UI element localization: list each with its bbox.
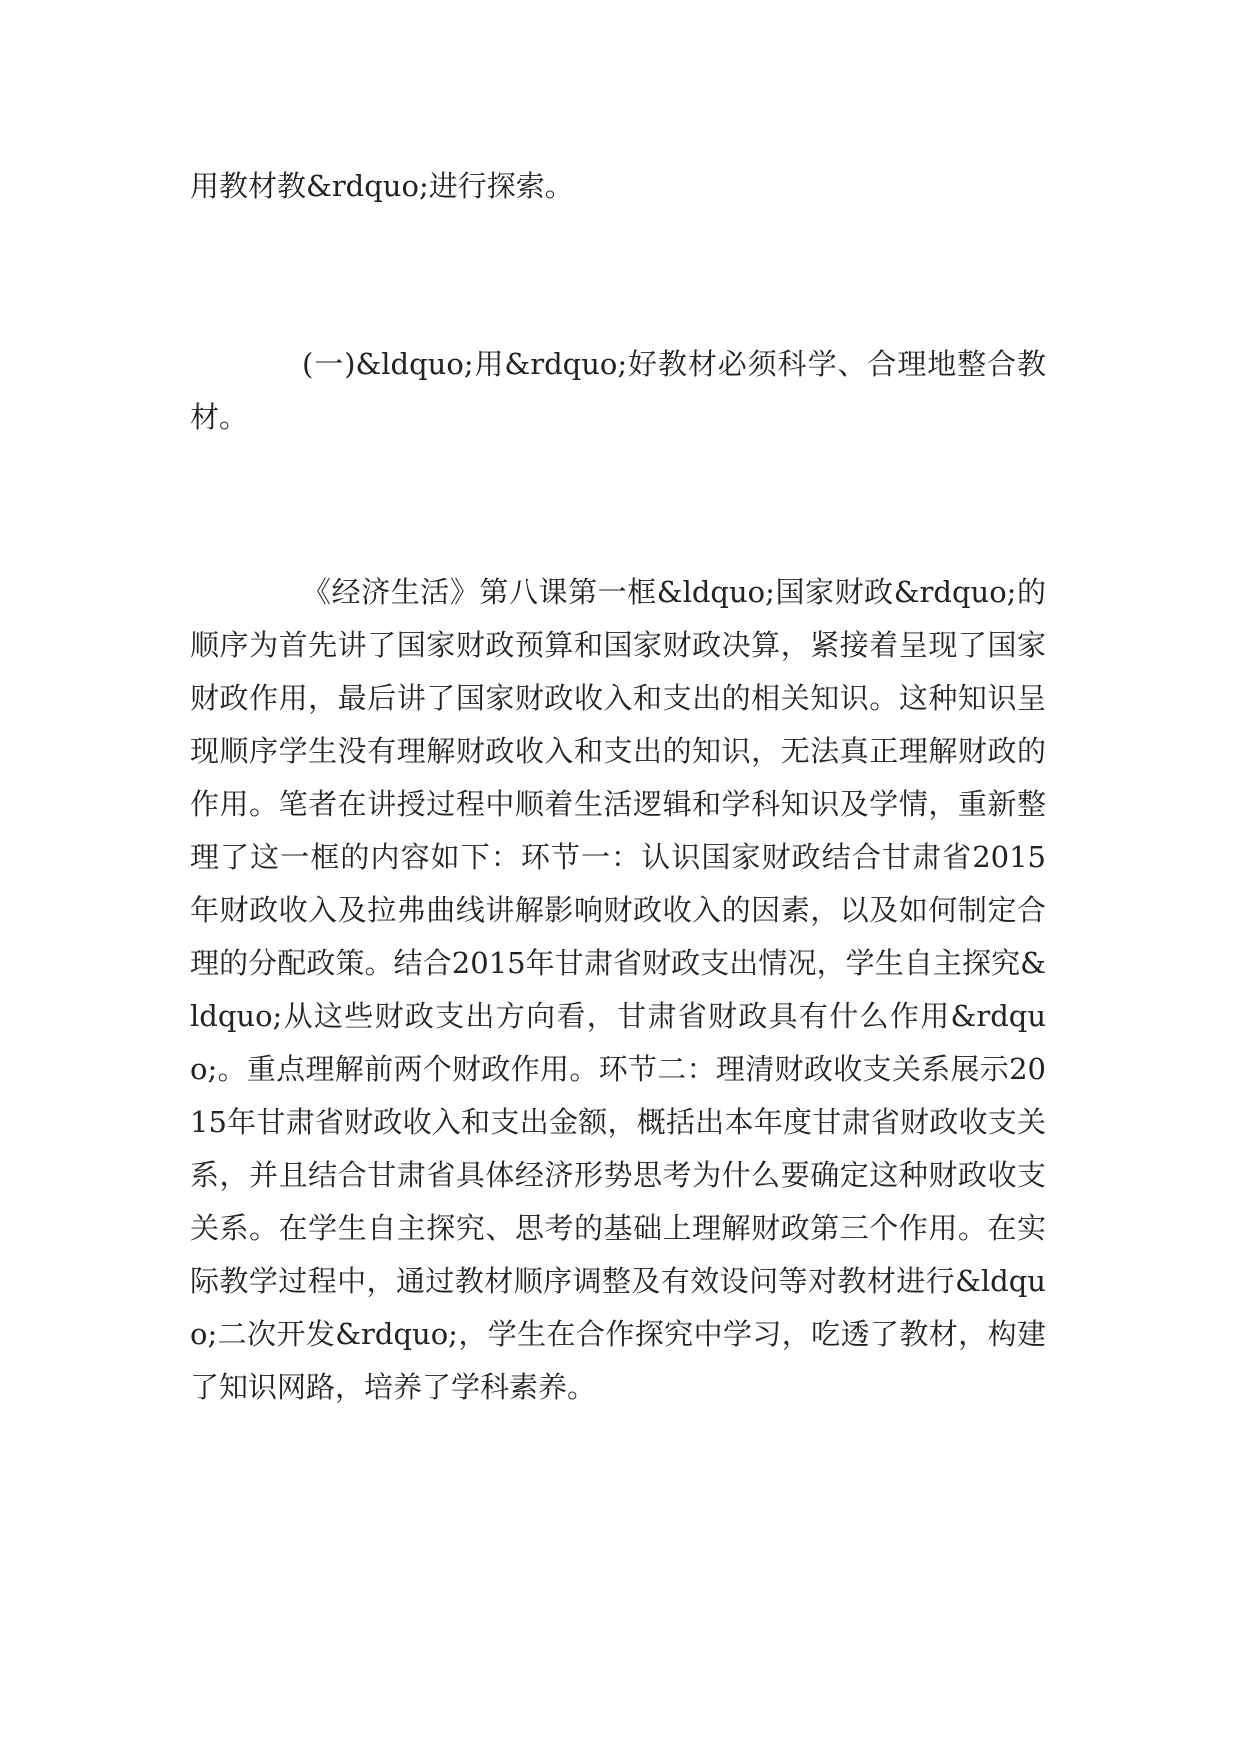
section-heading: (一)&ldquo;用&rdquo;好教材必须科学、合理地整合教材。 — [190, 347, 1046, 434]
paragraph-continuation: 用教材教&rdquo;进行探索。 — [190, 169, 574, 203]
body-paragraph: 《经济生活》第八课第一框&ldquo;国家财政&rdquo;的顺序为首先讲了国家财政预算和国家财政决算，紧接着呈现了国家财政作用，最后讲了国家财政收入和支出的相关知识。这种知识呈现顺序学生没有理解财政收入和支出的知识，无法真正理解财政的作用。笔者在讲授过程中顺着生活逻辑和学科知识及学情，重新整理了这一框的内容如下：环节一：认识国家财政结合甘肃省2015年财政收入及拉弗曲线讲解影响财政收入的因素，以及如何制定合理的分配政策。结合2015年甘肃省财政支出情况，学生自主探究&ldquo;从这些财政支出方向看，甘肃省财政具有什么作用&rdquo;。重点理解前两个财政作用。环节二：理清财政收支关系展示2015年甘肃省财政收入和支出金额，概括出本年度甘肃省财政收支关系，并且结合甘肃省具体经济形势思考为什么要确定这种财政收支关系。在学生自主探究、思考的基础上理解财政第三个作用。在实际教学过程中，通过教材顺序调整及有效设问等对教材进行&ldquo;二次开发&rdquo;，学生在合作探究中学习，吃透了教材，构建了知识网路，培养了学科素养。 — [190, 575, 1046, 1404]
